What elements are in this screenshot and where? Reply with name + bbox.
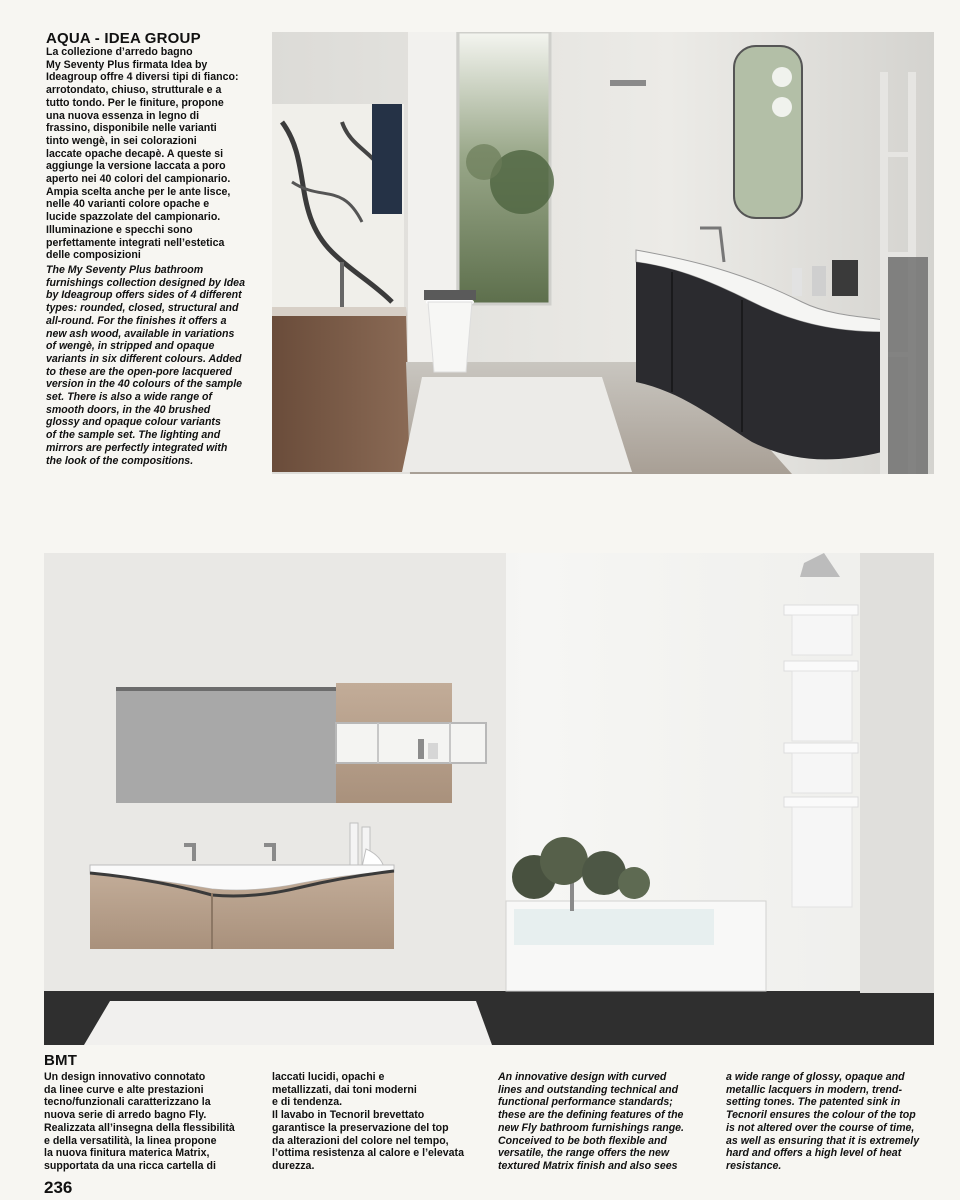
text-line: una nuova essenza in legno di bbox=[46, 109, 200, 122]
text-line: mirrors are perfectly integrated with bbox=[46, 441, 228, 454]
text-line: delle composizioni bbox=[46, 249, 141, 262]
text-line: laccate opache decapè. A queste si bbox=[46, 147, 224, 160]
text-line: lines and outstanding technical and bbox=[498, 1083, 679, 1096]
text-line: metallizzati, dai toni moderni bbox=[272, 1083, 417, 1096]
text-line: My Seventy Plus firmata Idea by bbox=[46, 58, 208, 71]
text-line: to these are the open-pore lacquered bbox=[46, 365, 233, 378]
text-line: versatile, the range offers the new bbox=[498, 1147, 670, 1160]
text-line: new ash wood, available in variations bbox=[46, 327, 235, 340]
text-line: da linee curve e alte prestazioni bbox=[44, 1083, 204, 1096]
text-line: tinto wengè, in sei colorazioni bbox=[46, 134, 197, 147]
text-line: laccati lucidi, opachi e bbox=[272, 1071, 385, 1083]
text-line: An innovative design with curved bbox=[498, 1071, 667, 1083]
mirror-cabinet bbox=[116, 687, 338, 803]
text-line: aggiunge la versione laccata a poro bbox=[46, 160, 226, 173]
text-line: by Ideagroup offers sides of 4 different bbox=[46, 289, 242, 302]
text-line: la nuova finitura materica Matrix, bbox=[44, 1147, 210, 1160]
section-title-bmt: BMT bbox=[44, 1052, 78, 1069]
text-line: set. There is also a wide range of bbox=[46, 391, 213, 404]
text-line: functional performance standards; bbox=[498, 1096, 673, 1109]
bmt-text-italian-col1 bbox=[44, 1071, 268, 1173]
text-line: smooth doors, in the 40 brushed bbox=[46, 403, 211, 416]
text-line: setting tones. The patented sink in bbox=[726, 1096, 901, 1109]
text-line: Illuminazione e specchi sono bbox=[46, 223, 193, 236]
text-line: La collezione d’arredo bagno bbox=[46, 46, 193, 58]
text-line: glossy and opaque colour variants bbox=[46, 416, 221, 429]
text-line: of wengè, in stripped and opaque bbox=[46, 340, 215, 353]
text-line: e di tendenza. bbox=[272, 1096, 343, 1109]
text-line: is not altered over the course of time, bbox=[726, 1121, 915, 1134]
text-line: these are the defining features of the bbox=[498, 1109, 684, 1122]
mirror bbox=[734, 46, 802, 218]
text-line: nuova serie di arredo bagno Fly. bbox=[44, 1109, 207, 1122]
text-line: The My Seventy Plus bathroom bbox=[46, 264, 204, 276]
text-line: Tecnoril ensures the colour of the top bbox=[726, 1109, 916, 1122]
text-line: types: rounded, closed, structural and bbox=[46, 302, 239, 315]
text-line: version in the 40 colours of the sample bbox=[46, 378, 243, 391]
text-line: as well as ensuring that it is extremely bbox=[726, 1134, 920, 1147]
text-line: Conceived to be both flexible and bbox=[498, 1134, 667, 1147]
bmt-text-italian-col2 bbox=[272, 1071, 496, 1173]
text-line: l’ottima resistenza al calore e l’elevata bbox=[272, 1147, 464, 1160]
text-line: Un design innovativo connotato bbox=[44, 1071, 206, 1083]
text-line: e della versatilità, la linea propone bbox=[44, 1134, 217, 1147]
text-line: supportata da una ricca cartella di bbox=[44, 1159, 216, 1172]
text-line: new Fly bathroom furnishings range. bbox=[498, 1121, 684, 1134]
text-line: textured Matrix finish and also sees bbox=[498, 1159, 678, 1172]
white-rug bbox=[84, 1001, 492, 1045]
page-number: 236 bbox=[44, 1178, 73, 1197]
bmt-text-english-col1 bbox=[498, 1071, 722, 1173]
text-line: variants in six different colours. Added bbox=[46, 352, 242, 365]
text-line: tutto tondo. Per le finiture, propone bbox=[46, 96, 224, 109]
text-line: metallic lacquers in modern, trend- bbox=[726, 1083, 903, 1096]
aqua-text-italian bbox=[46, 46, 268, 262]
photo-fly-bathroom bbox=[44, 553, 934, 1045]
text-line: of the sample set. The lighting and bbox=[46, 429, 221, 442]
text-line: lucide spazzolate del campionario. bbox=[46, 211, 221, 224]
text-line: furnishings collection designed by Idea bbox=[46, 276, 245, 289]
text-line: perfettamente integrati nell’estetica bbox=[46, 236, 225, 249]
text-line: da alterazioni del colore nel tempo, bbox=[272, 1134, 449, 1147]
text-line: all-round. For the finishes it offers a bbox=[46, 314, 227, 327]
text-line: garantisce la preservazione del top bbox=[272, 1121, 449, 1134]
bathroom-illustration-1 bbox=[272, 32, 934, 474]
text-line: the look of the compositions. bbox=[46, 454, 194, 467]
text-line: Realizzata all’insegna della flessibilità bbox=[44, 1121, 235, 1134]
text-line: aperto nei 40 colori del campionario. bbox=[46, 173, 231, 186]
text-line: nelle 40 varianti colore opache e bbox=[46, 198, 210, 211]
section-title-aqua: AQUA - IDEA GROUP bbox=[46, 30, 201, 47]
text-line: resistance. bbox=[726, 1159, 782, 1172]
text-line: Ideagroup offre 4 diversi tipi di fianco: bbox=[46, 71, 239, 84]
text-line: durezza. bbox=[272, 1159, 315, 1172]
photo-my-seventy-plus-bathroom bbox=[272, 32, 934, 474]
text-line: tecno/funzionali caratterizzano la bbox=[44, 1096, 211, 1109]
bathroom-illustration-2 bbox=[44, 553, 934, 1045]
text-line: frassino, disponibile nelle varianti bbox=[46, 122, 217, 135]
text-line: a wide range of glossy, opaque and bbox=[726, 1071, 905, 1083]
text-line: Ampia scelta anche per le ante lisce, bbox=[46, 185, 231, 198]
text-line: hard and offers a high level of heat bbox=[726, 1147, 902, 1160]
text-line: Il lavabo in Tecnoril brevettato bbox=[272, 1109, 425, 1122]
bmt-text-english-col2 bbox=[726, 1071, 946, 1173]
aqua-text-english bbox=[46, 264, 268, 467]
text-line: arrotondato, chiuso, strutturale e a bbox=[46, 84, 222, 97]
